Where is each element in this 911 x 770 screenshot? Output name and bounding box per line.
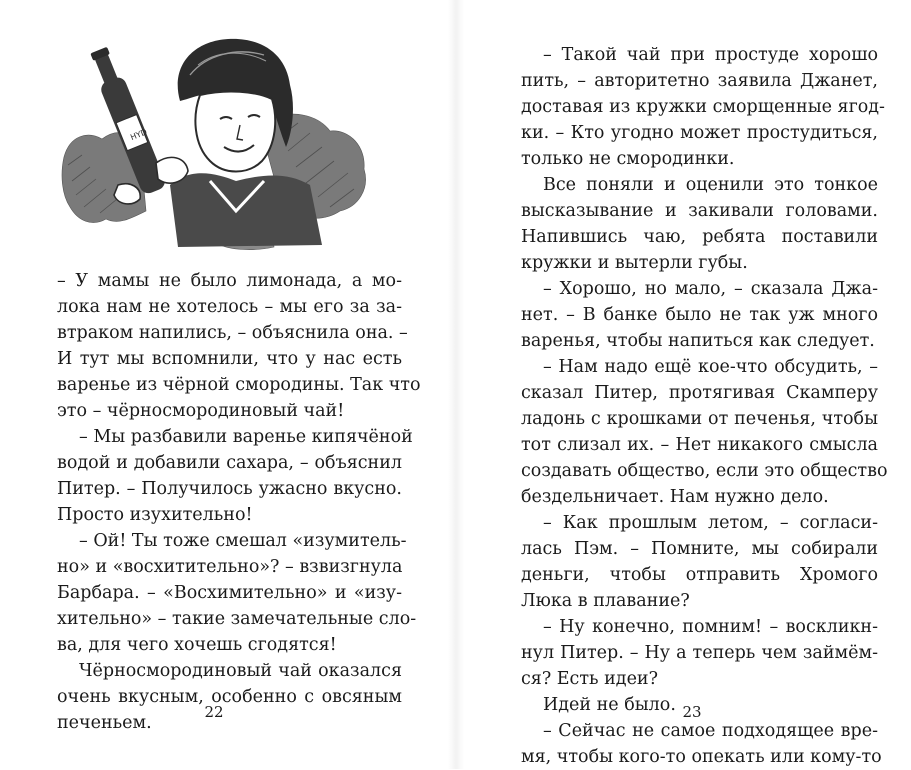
text-line: – Мы разбавили варенье кипячёной [79,427,413,447]
text-line: Барбара. – «Восхимительно» и «изу- [57,583,402,603]
text-line: – Ой! Ты тоже смешал «изумитель- [79,531,407,551]
text-line: лока нам не хотелось – мы его за за- [57,297,402,317]
text-line: Идей не было. [543,695,676,715]
text-line: – Ну конечно, помним! – воскликн- [543,617,878,637]
hand [114,184,140,204]
text-line: варенье из чёрной смородины. Так что [57,375,421,395]
right-page-text [521,42,888,770]
text-line: Все поняли и оценили это тонкое [543,175,878,195]
text-line: только не смородинки. [521,149,735,169]
text-line: Просто изухительно! [57,505,253,525]
text-line: кружки и вытерли губы. [521,253,748,273]
text-line: – Как прошлым летом, – согласи- [543,513,878,533]
text-line: нет. – В банке было не так уж много [521,305,878,325]
text-line: – Нам надо ещё кое-что обсудить, – [543,357,878,377]
text-line: хительно» – такие замечательные сло- [57,609,417,629]
text-line: печеньем. [57,713,152,733]
text-line: пить, – авторитетно заявила Джанет, [521,71,878,91]
text-line: Напившись чаю, ребята поставили [521,227,878,247]
hand [156,157,188,183]
text-line: – Такой чай при простуде хорошо [543,45,878,65]
page-number-right: 23 [682,703,702,721]
left-page-text [57,268,421,736]
page-number-left: 22 [204,703,224,721]
text-line: мя, чтобы кого-то опекать или кому-то [521,747,882,767]
text-line: водой и добавили сахара, – объяснил [57,453,402,473]
left-page [0,0,456,769]
text-line: очень вкусным, особенно с овсяным [57,687,402,707]
text-line: создавать общество, если это общество [521,461,888,481]
text-line: – У мамы не было лимонада, а мо- [57,271,402,291]
girl-with-bottle-illustration [60,35,372,253]
text-line: Чёрносмородиновый чай оказался [79,661,402,681]
text-line: И тут мы вспомнили, что у нас есть [57,349,402,369]
text-line: ки. – Кто угодно может простудиться, [521,123,878,143]
text-line: тот слизал их. – Нет никакого смысла [521,435,878,455]
text-line: нул Питер. – Ну а теперь чем займём- [521,643,878,663]
text-line: Люка в плавание? [521,591,690,611]
text-line: доставая из кружки сморщенные ягод- [521,97,885,117]
text-line: бездельничает. Нам нужно дело. [521,487,829,507]
text-line: высказывание и закивали головами. [521,201,878,221]
text-line: деньги, чтобы отправить Хромого [521,565,878,585]
text-line: – Сейчас не самое подходящее вре- [543,721,878,741]
text-line: Питер. – Получилось ужасно вкусно. [57,479,402,499]
text-line: ва, для чего хочешь сгодятся! [57,635,337,655]
text-line: ся? Есть идеи? [521,669,658,689]
text-line: – Хорошо, но мало, – сказала Джа- [543,279,878,299]
text-line: втраком напились, – объяснила она. – [57,323,408,343]
right-page [456,0,911,769]
text-line: сказал Питер, протягивая Скамперу [521,383,878,403]
bottle-label: HYD [129,127,149,143]
dress [170,173,322,247]
text-line: ладонь с крошками от печенья, чтобы [521,409,878,429]
text-line: лась Пэм. – Помните, мы собирали [521,539,878,559]
face [195,92,275,172]
text-line: это – чёрносмородиновый чай! [57,401,345,421]
text-line: но» и «восхитительно»? – взвизгнула [57,557,403,577]
text-line: варенья, чтобы напиться как следует. [521,331,875,351]
